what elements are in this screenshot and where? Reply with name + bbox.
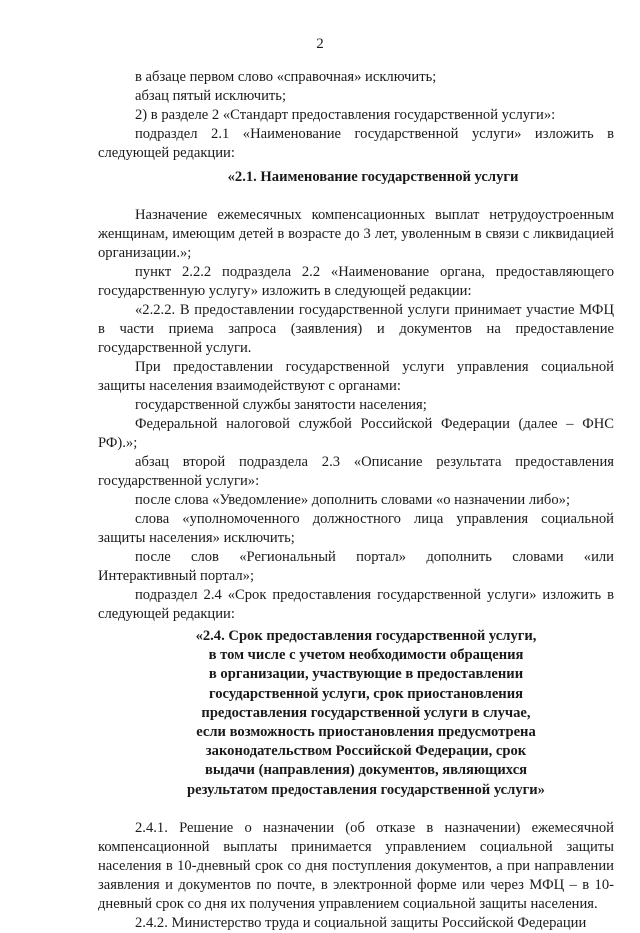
paragraph: подраздел 2.1 «Наименование государственной услуги» изложить в следующей редакции:: [98, 126, 614, 161]
paragraph: пункт 2.2.2 подраздела 2.2 «Наименование органа, предоставляющего государственную услугу» изложить в следующей редакции:: [98, 264, 614, 299]
paragraph: подраздел 2.4 «Срок предоставления государственной услуги» изложить в следующей редакции:: [98, 587, 614, 622]
paragraph: Назначение ежемесячных компенсационных выплат нетрудоустроенным женщинам, имеющим детей в возрасте до 3 лет, уволенным в связи с ликвидацией организации.»;: [98, 207, 614, 261]
paragraph: после слов «Региональный портал» дополнить словами «или Интерактивный портал»;: [98, 549, 614, 584]
heading-line: государственной услуги, срок приостановления: [208, 685, 524, 702]
spacer: [98, 800, 614, 819]
paragraph: в абзаце первом слово «справочная» исключить;: [135, 69, 437, 85]
paragraph: 2.4.1. Решение о назначении (об отказе в назначении) ежемесячной компенсационной выплаты принимается управлением социальной защиты населения в 10-дневный срок со дня поступления документов, а при направлении заявления и документов по почте, в электронной форме или через МФЦ – в 10-дневный срок со дня их получения управлением социальной защиты населения.: [98, 819, 614, 912]
heading-line: если возможность приостановления предусмотрена: [196, 724, 536, 741]
paragraph: абзац пятый исключить;: [135, 88, 287, 104]
paragraph: Федеральной налоговой службой Российской Федерации (далее – ФНС РФ).»;: [98, 416, 614, 451]
page-number: 2: [316, 36, 324, 52]
heading-line: результатом предоставления государственной услуги»: [187, 781, 545, 798]
heading-line: «2.4. Срок предоставления государственной услуги,: [195, 628, 537, 644]
paragraph: 2.4.2. Министерство труда и социальной защиты Российской Федерации: [135, 914, 587, 931]
paragraph: государственной службы занятости населения;: [135, 397, 427, 413]
document-body: [98, 68, 614, 933]
heading-line: законодательством Российской Федерации, срок: [205, 743, 527, 760]
paragraph: абзац второй подраздела 2.3 «Описание результата предоставления государственной услуги»:: [98, 454, 614, 489]
paragraph: слова «уполномоченного должностного лица управления социальной защиты населения» исключить;: [98, 511, 614, 546]
paragraph: «2.2.2. В предоставлении государственной услуги принимает участие МФЦ в части приема запроса (заявления) и документов на предоставление государственной услуги.: [98, 302, 614, 356]
section-heading-2-1: «2.1. Наименование государственной услуги: [227, 169, 519, 185]
paragraph: При предоставлении государственной услуги управления социальной защиты населения взаимодействуют с органами:: [98, 359, 614, 394]
paragraph: после слова «Уведомление» дополнить словами «о назначении либо»;: [135, 492, 570, 508]
paragraph: 2) в разделе 2 «Стандарт предоставления государственной услуги»:: [135, 107, 556, 123]
heading-line: выдачи (направления) документов, являющихся: [204, 762, 528, 779]
heading-line: предоставления государственной услуги в случае,: [201, 704, 531, 721]
section-heading-2-4: [98, 627, 614, 800]
heading-line: в том числе с учетом необходимости обращения: [208, 647, 524, 664]
heading-line: в организации, участвующие в предоставлении: [208, 666, 524, 683]
